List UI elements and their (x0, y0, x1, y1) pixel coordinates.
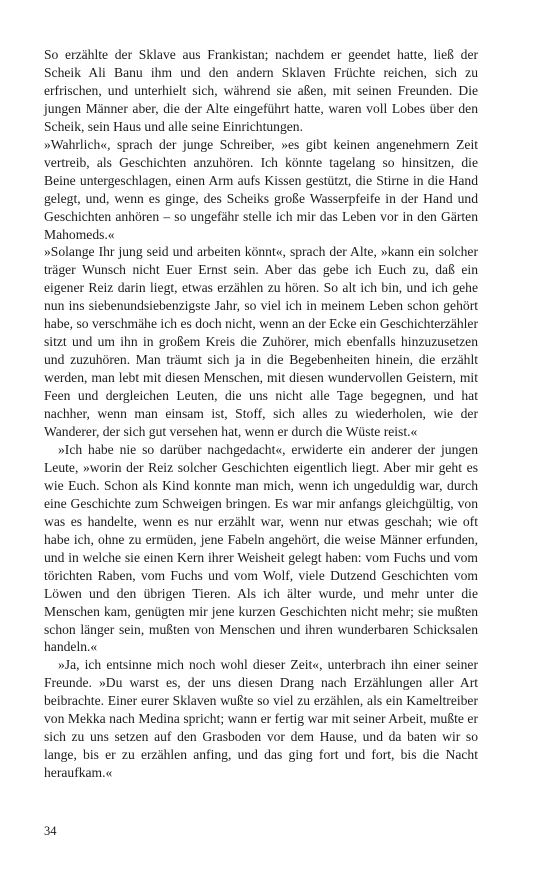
paragraph: »Ich habe nie so darüber nachgedacht«, erwiderte ein anderer der jungen Leute, »worin der Reiz solcher Geschichten eigentlich liegt. Aber mir geht es wie Euch. Schon als Kind konnte man mich, wenn ich ungeduldig war, durch eine Geschichte zum Schweigen bringen. Es war mir anfangs gleichgültig, von was es handelte, wenn es nur erzählt war, wenn nur etwas geschah; wie oft habe ich, ohne zu ermüden, jene Fabeln angehört, die weise Männer erfunden, und in welche sie einen Kern ihrer Weisheit gelegt haben: vom Fuchs und vom törichten Raben, vom Fuchs und vom Wolf, viele Dutzend Geschichten vom Löwen und den übrigen Tieren. Als ich älter wurde, und mehr unter die Menschen kam, genügten mir jene kurzen Geschichten nicht mehr; sie mußten schon länger sein, mußten von Menschen und ihren wunderbaren Schicksalen handeln.« (44, 441, 478, 655)
page-body (44, 46, 478, 782)
page-number: 34 (44, 824, 57, 838)
paragraph: So erzählte der Sklave aus Frankistan; nachdem er geendet hatte, ließ der Scheik Ali Banu ihm und den andern Sklaven Früchte reichen, sich zu erfrischen, und unterhielt sich, während sie aßen, mit seinen Freunden. Die jungen Männer aber, die der Alte eingeführt hatte, waren voll Lobes über den Scheik, sein Haus und alle seine Einrichtungen. (44, 47, 478, 134)
paragraph: »Solange Ihr jung seid und arbeiten könnt«, sprach der Alte, »kann ein solcher träger Wunsch nicht Euer Ernst sein. Aber das gebe ich Euch zu, daß ein eigener Reiz darin liegt, etwas erzählen zu hören. So alt ich bin, und ich gehe nun ins siebenundsiebenzigste Jahr, so viel ich in meinem Leben schon gehört habe, so verschmähe ich es doch nicht, wenn an der Ecke ein Geschichterzähler sitzt und um ihn in großem Kreis die Zuhörer, mich ebenfalls hinzuzusetzen und zuzuhören. Man träumt sich ja in die Begebenheiten hinein, die erzählt werden, man lebt mit diesen Menschen, mit diesen wundervollen Geistern, mit Feen und dergleichen Leuten, die uns nicht alle Tage begegnen, und hat nachher, wenn man einsam ist, Stoff, sich alles zu wiederholen, wie der Wanderer, der sich gut versehen hat, wenn er durch die Wüste reist.« (44, 244, 478, 440)
paragraph: »Ja, ich entsinne mich noch wohl dieser Zeit«, unterbrach ihn einer seiner Freunde. »Du warst es, der uns diesen Drang nach Erzählungen aller Art beibrachte. Einer eurer Sklaven wußte so viel zu erzählen, als ein Kameltreiber von Mekka nach Medina spricht; wann er fertig war mit seiner Arbeit, mußte er sich zu uns setzen auf den Grasboden vor dem Hause, und da baten wir so lange, bis er zu erzählen anfing, und das ging fort und fort, bis die Nacht heraufkam.« (44, 657, 478, 781)
paragraph: »Wahrlich«, sprach der junge Schreiber, »es gibt keinen angenehmern Zeit vertreib, als Geschichten anzuhören. Ich könnte tagelang so hinsitzen, die Beine untergeschlagen, einen Arm aufs Kissen gestützt, die Stirne in die Hand gelegt, und, wenn es ginge, des Scheiks große Wasserpfeife in der Hand und Geschichten anhören – so ungefähr stelle ich mir das Leben vor in den Gärten Mahomeds.« (44, 136, 478, 242)
